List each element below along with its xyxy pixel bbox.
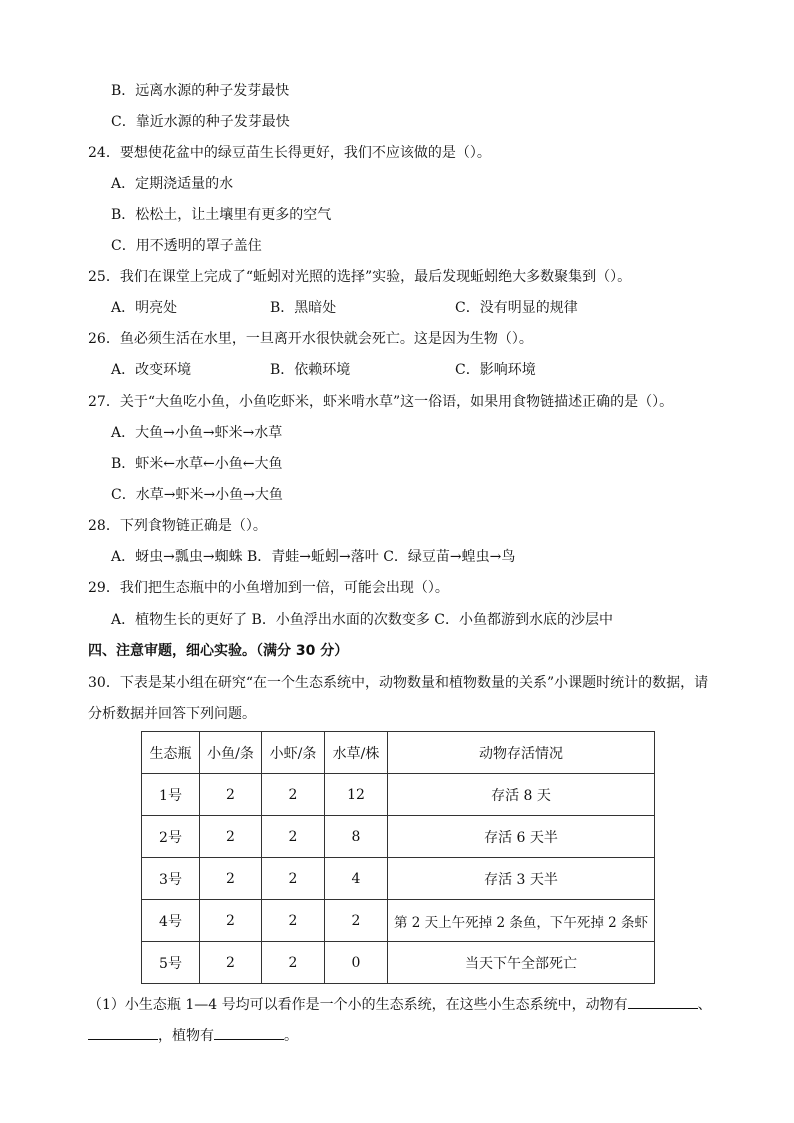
q23-option-b: B．远离水源的种子发芽最快 (111, 83, 290, 99)
table-cell: 1号 (142, 774, 200, 816)
question-30-line-2: 分析数据并回答下列问题。 (88, 706, 256, 722)
table-cell: 2号 (142, 816, 200, 858)
section-heading: 四、注意审题，细心实验。（满分 30 分） (88, 643, 349, 659)
q27-option-c: C．水草→虾米→小鱼→大鱼 (111, 487, 283, 503)
q24-option-c: C．用不透明的罩子盖住 (111, 238, 262, 254)
header-cell: 小虾/条 (262, 732, 325, 774)
q24-option-b: B．松松土，让土壤里有更多的空气 (111, 207, 332, 223)
question-24: 24．要想使花盆中的绿豆苗生长得更好，我们不应该做的是（）。 (88, 145, 491, 161)
table-cell: 2 (262, 774, 325, 816)
table-cell: 存活 3 天半 (388, 858, 655, 900)
table-cell: 存活 6 天半 (388, 816, 655, 858)
table-cell: 2 (200, 942, 262, 984)
table-cell: 存活 8 天 (388, 774, 655, 816)
table-row (142, 774, 655, 816)
question-26: 26．鱼必须生活在水里，一旦离开水很快就会死亡。这是因为生物（）。 (88, 331, 533, 347)
answer-blank-plant[interactable] (214, 1025, 284, 1040)
header-cell: 生态瓶 (142, 732, 200, 774)
table-cell: 2 (200, 900, 262, 942)
q25-option-b: B．黑暗处 (270, 300, 337, 316)
table-cell: 3号 (142, 858, 200, 900)
q26-option-c: C．影响环境 (455, 362, 536, 378)
q29-options: A．植物生长的更好了 B．小鱼浮出水面的次数变多 C．小鱼都游到水底的沙层中 (111, 612, 614, 628)
answer-blank-animal-1[interactable] (628, 994, 698, 1009)
table-cell: 当天下午全部死亡 (388, 942, 655, 984)
table-cell: 2 (262, 900, 325, 942)
header-cell: 动物存活情况 (388, 732, 655, 774)
question-29: 29．我们把生态瓶中的小鱼增加到一倍，可能会出现（）。 (88, 580, 449, 596)
header-cell: 水草/株 (325, 732, 388, 774)
table-cell: 4号 (142, 900, 200, 942)
header-cell: 小鱼/条 (200, 732, 262, 774)
question-27: 27．关于“大鱼吃小鱼，小鱼吃虾米，虾米啃水草”这一俗语，如果用食物链描述正确的是（）。 (88, 394, 674, 410)
q26-option-a: A．改变环境 (111, 362, 192, 378)
question-25: 25．我们在课堂上完成了“蚯蚓对光照的选择”实验，最后发现蚯蚓绝大多数聚集到（）。 (88, 269, 632, 285)
table-cell: 5号 (142, 942, 200, 984)
sub1-end: 。 (284, 1028, 298, 1044)
table-row (142, 858, 655, 900)
data-table (141, 731, 655, 984)
table-cell: 2 (325, 900, 388, 942)
question-30-line-1: 30．下表是某小组在研究“在一个生态系统中，动物数量和植物数量的关系”小课题时统计的数据，请 (88, 675, 709, 691)
answer-blank-animal-2[interactable] (88, 1025, 158, 1040)
q25-option-c: C．没有明显的规律 (455, 300, 578, 316)
sub1-text-plants: ，植物有 (158, 1028, 214, 1044)
q26-option-b: B．依赖环境 (270, 362, 351, 378)
table-cell: 2 (262, 858, 325, 900)
table-cell: 2 (200, 774, 262, 816)
q24-option-a: A．定期浇适量的水 (111, 176, 234, 192)
table-cell: 2 (200, 816, 262, 858)
sub-question-1-line-2 (88, 1025, 298, 1046)
sub1-text: （1）小生态瓶 1—4 号均可以看作是一个小的生态系统，在这些小生态系统中，动物有 (88, 997, 628, 1013)
table-cell: 4 (325, 858, 388, 900)
table-cell: 12 (325, 774, 388, 816)
question-28: 28．下列食物链正确是（）。 (88, 518, 267, 534)
table-row (142, 900, 655, 942)
q27-option-b: B．虾米←水草←小鱼←大鱼 (111, 456, 283, 472)
table-cell: 2 (262, 816, 325, 858)
sub-question-1-line-1 (88, 994, 712, 1015)
table-cell: 0 (325, 942, 388, 984)
table-row (142, 816, 655, 858)
table-header-row (142, 732, 655, 774)
table-cell: 2 (262, 942, 325, 984)
table-cell: 第 2 天上午死掉 2 条鱼，下午死掉 2 条虾 (388, 900, 655, 942)
table-cell: 8 (325, 816, 388, 858)
q25-option-a: A．明亮处 (111, 300, 178, 316)
q23-option-c: C．靠近水源的种子发芽最快 (111, 114, 290, 130)
q27-option-a: A．大鱼→小鱼→虾米→水草 (111, 425, 283, 441)
table-row (142, 942, 655, 984)
table-cell: 2 (200, 858, 262, 900)
sub1-separator: 、 (697, 997, 712, 1013)
q28-options: A．蚜虫→瓢虫→蜘蛛 B．青蛙→蚯蚓→落叶 C．绿豆苗→蝗虫→鸟 (111, 549, 516, 565)
